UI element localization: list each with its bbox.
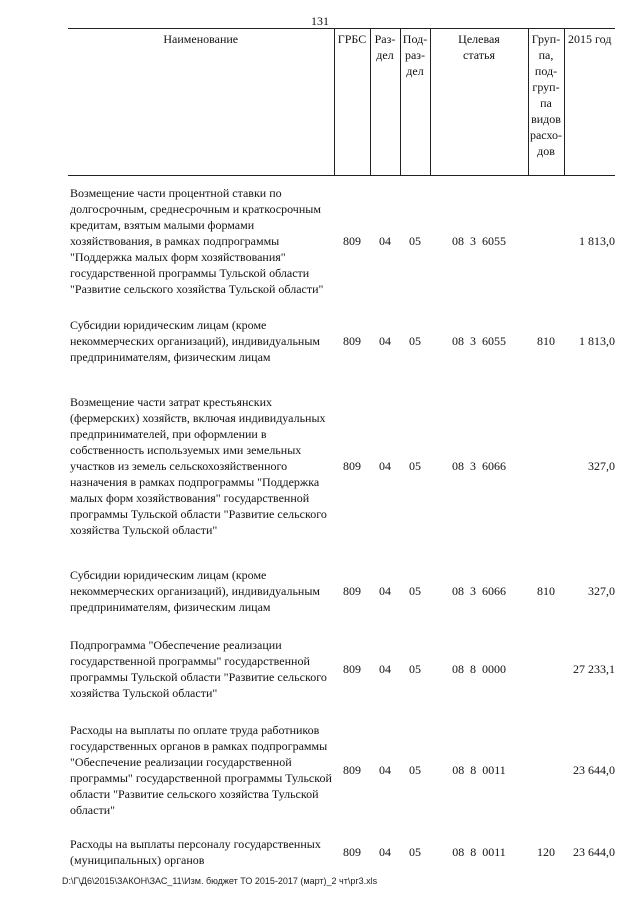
row-target: 08 8 0011 <box>452 844 506 859</box>
row-amount: 27 233,1 <box>573 661 615 676</box>
row-target: 08 3 6066 <box>452 583 506 598</box>
table-row <box>68 556 615 626</box>
table-row <box>68 712 615 828</box>
row-section: 04 <box>379 762 391 777</box>
row-name: Субсидии юридическим лицам (кроме некоммерческих организаций), индивидуальным предпринимателям, физическим лицам <box>70 567 320 614</box>
row-group <box>528 176 564 306</box>
row-target: 08 3 6055 <box>452 233 506 248</box>
row-subsection: 05 <box>409 583 421 598</box>
budget-table <box>68 28 615 876</box>
row-section: 04 <box>379 583 391 598</box>
row-amount: 327,0 <box>588 458 615 473</box>
row-grbs: 809 <box>343 458 361 473</box>
row-group <box>528 626 564 712</box>
table-row <box>68 626 615 712</box>
row-section: 04 <box>379 333 391 348</box>
footer-file-path: D:\Г\Д6\2015\ЗАКОН\ЗАС_11\Изм. бюджет ТО 2015-2017 (март)_2 чт\рг3.xls <box>62 876 378 886</box>
row-group: 810 <box>537 583 555 598</box>
header-target: Целевая статья <box>430 29 528 176</box>
table-header-row <box>68 29 615 176</box>
row-target: 08 3 6066 <box>452 458 506 473</box>
row-name: Подпрограмма "Обеспечение реализации государственной программы" государственной программы Тульской области "Развитие сельского хозяйства Тульской области" <box>70 637 327 700</box>
row-name: Возмещение части процентной ставки по долгосрочным, среднесрочным и краткосрочным кредитам, взятым малыми формами хозяйствования, в рамках подпрограммы "Поддержка малых форм хозяйствования" государственной программы Тульской области "Развитие сельского хозяйства Тульской области" <box>70 185 324 296</box>
header-section: Раз- дел <box>370 29 400 176</box>
header-grbs: ГРБС <box>334 29 370 176</box>
header-year: 2015 год <box>564 29 615 176</box>
row-subsection: 05 <box>409 762 421 777</box>
table-row <box>68 376 615 556</box>
row-section: 04 <box>379 661 391 676</box>
row-grbs: 809 <box>343 333 361 348</box>
row-section: 04 <box>379 458 391 473</box>
row-name: Расходы на выплаты персоналу государственных (муниципальных) органов <box>70 836 321 867</box>
row-group: 120 <box>537 844 555 859</box>
row-subsection: 05 <box>409 458 421 473</box>
header-name: Наименование <box>68 29 334 176</box>
page-number: 131 <box>311 14 329 28</box>
row-amount: 327,0 <box>588 583 615 598</box>
row-amount: 23 644,0 <box>573 844 615 859</box>
row-grbs: 809 <box>343 583 361 598</box>
row-section: 04 <box>379 844 391 859</box>
row-group <box>528 376 564 556</box>
row-grbs: 809 <box>343 233 361 248</box>
row-subsection: 05 <box>409 661 421 676</box>
row-section: 04 <box>379 233 391 248</box>
row-subsection: 05 <box>409 844 421 859</box>
row-target: 08 8 0000 <box>452 661 506 676</box>
table-row <box>68 306 615 376</box>
row-group: 810 <box>537 333 555 348</box>
row-grbs: 809 <box>343 844 361 859</box>
row-name: Субсидии юридическим лицам (кроме некоммерческих организаций), индивидуальным предпринимателям, физическим лицам <box>70 317 320 364</box>
row-subsection: 05 <box>409 333 421 348</box>
row-target: 08 3 6055 <box>452 333 506 348</box>
row-amount: 1 813,0 <box>579 333 615 348</box>
row-grbs: 809 <box>343 762 361 777</box>
row-subsection: 05 <box>409 233 421 248</box>
row-name: Возмещение части затрат крестьянских (фермерских) хозяйств, включая индивидуальных предпринимателей, при оформлении в собственность используемых ими земельных участков из земель сельскохозяйственного назначения в рамках подпрограммы "Поддержка малых форм хозяйствования" государственной программы Тульской области "Развитие сельского хозяйства Тульской области" <box>70 394 327 537</box>
row-name: Расходы на выплаты по оплате труда работников государственных органов в рамках подпрограммы "Обеспечение реализации государственной программы" государственной программы Тульской области "Развитие сельского хозяйства Тульской области" <box>70 722 332 817</box>
row-group <box>528 712 564 828</box>
header-subsection: Под- раз- дел <box>400 29 430 176</box>
row-grbs: 809 <box>343 661 361 676</box>
table-row <box>68 176 615 306</box>
row-amount: 23 644,0 <box>573 762 615 777</box>
table-row <box>68 828 615 876</box>
row-target: 08 8 0011 <box>452 762 506 777</box>
row-amount: 1 813,0 <box>579 233 615 248</box>
header-group: Груп- па, под- груп- па видов расхо- дов <box>528 29 564 176</box>
